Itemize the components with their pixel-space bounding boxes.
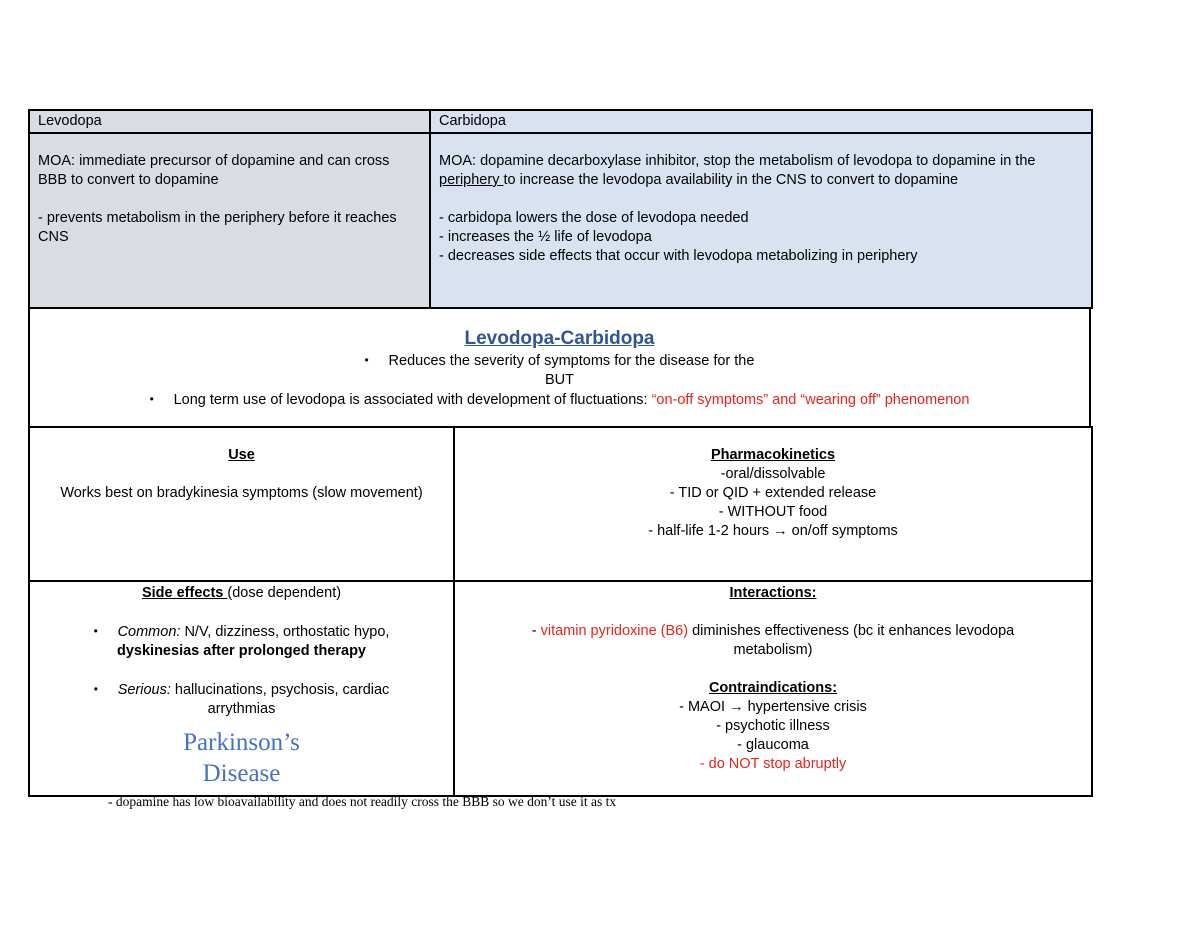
bullet-icon: • bbox=[364, 353, 369, 367]
bullet-icon: • bbox=[93, 682, 98, 696]
contra-warning: - do NOT stop abruptly bbox=[699, 756, 847, 772]
levodopa-carbidopa-table bbox=[28, 109, 1093, 309]
interaction-b6: - vitamin pyridoxine (B6) diminishes effectiveness (bc it enhances levodopa metabolism) bbox=[531, 623, 1015, 658]
contra-line: - psychotic illness bbox=[716, 718, 830, 734]
combo-bullet-2: • Long term use of levodopa is associated with development of fluctuations: “on-off symptoms” and “wearing off” phenomenon bbox=[149, 392, 970, 408]
pk-line: - WITHOUT food bbox=[718, 504, 828, 520]
pk-line: -oral/dissolvable bbox=[720, 466, 826, 482]
side-effect-common: • Common: N/V, dizziness, orthostatic hypo, dyskinesias after prolonged therapy bbox=[93, 624, 390, 659]
carbidopa-header: Carbidopa bbox=[439, 113, 506, 129]
document-page bbox=[28, 109, 1091, 797]
arrow-right-icon: → bbox=[773, 523, 788, 539]
details-table bbox=[28, 426, 1093, 797]
interactions-cell bbox=[454, 581, 1092, 796]
combo-table bbox=[28, 307, 1091, 428]
carbidopa-point: - increases the ½ life of levodopa bbox=[439, 229, 652, 245]
combo-title: Levodopa-Carbidopa bbox=[464, 328, 655, 349]
use-text: Works best on bradykinesia symptoms (slow movement) bbox=[60, 485, 423, 501]
levodopa-moa: MOA: immediate precursor of dopamine and can cross BBB to convert to dopamine bbox=[38, 153, 390, 188]
carbidopa-moa: MOA: dopamine decarboxylase inhibitor, stop the metabolism of levodopa to dopamine in the periphery to increase the levodopa availability in the CNS to convert to dopamine bbox=[439, 153, 1036, 188]
parkinsons-disease-label: Parkinson’s Disease bbox=[183, 729, 300, 787]
carbidopa-header-cell bbox=[430, 110, 1092, 133]
pk-halflife: - half-life 1-2 hours → on/off symptoms bbox=[648, 523, 898, 539]
contraindications-heading: Contraindications: bbox=[708, 680, 838, 696]
levodopa-note: - prevents metabolism in the periphery before it reaches CNS bbox=[38, 210, 397, 245]
periphery-underlined: periphery bbox=[439, 172, 504, 188]
carbidopa-point: - carbidopa lowers the dose of levodopa needed bbox=[439, 210, 749, 226]
footnote: - dopamine has low bioavailability and does not readily cross the BBB so we don’t use it as tx bbox=[108, 794, 617, 809]
side-effects-cell bbox=[29, 581, 454, 796]
levodopa-header: Levodopa bbox=[38, 113, 102, 129]
carbidopa-details-cell bbox=[430, 133, 1092, 308]
bullet-icon: • bbox=[149, 392, 154, 406]
bullet-icon: • bbox=[93, 624, 98, 638]
combo-but: BUT bbox=[545, 372, 574, 388]
contra-maoi: - MAOI → hypertensive crisis bbox=[679, 699, 867, 715]
pk-line: - TID or QID + extended release bbox=[669, 485, 877, 501]
arrow-right-icon: → bbox=[729, 699, 744, 715]
carbidopa-point: - decreases side effects that occur with levodopa metabolizing in periphery bbox=[439, 248, 918, 264]
side-effect-serious: • Serious: hallucinations, psychosis, cardiac arrythmias bbox=[93, 682, 390, 717]
contra-line: - glaucoma bbox=[737, 737, 809, 753]
use-heading: Use bbox=[228, 447, 255, 463]
pharmacokinetics-heading: Pharmacokinetics bbox=[710, 447, 836, 463]
pharmacokinetics-cell bbox=[454, 427, 1092, 581]
side-effects-heading: Side effects (dose dependent) bbox=[141, 585, 342, 601]
levodopa-details-cell bbox=[29, 133, 430, 308]
combo-bullet-1: • Reduces the severity of symptoms for the disease for the bbox=[364, 353, 755, 369]
levodopa-header-cell bbox=[29, 110, 430, 133]
combo-cell bbox=[29, 308, 1090, 427]
use-cell bbox=[29, 427, 454, 581]
interactions-heading: Interactions: bbox=[729, 585, 817, 601]
